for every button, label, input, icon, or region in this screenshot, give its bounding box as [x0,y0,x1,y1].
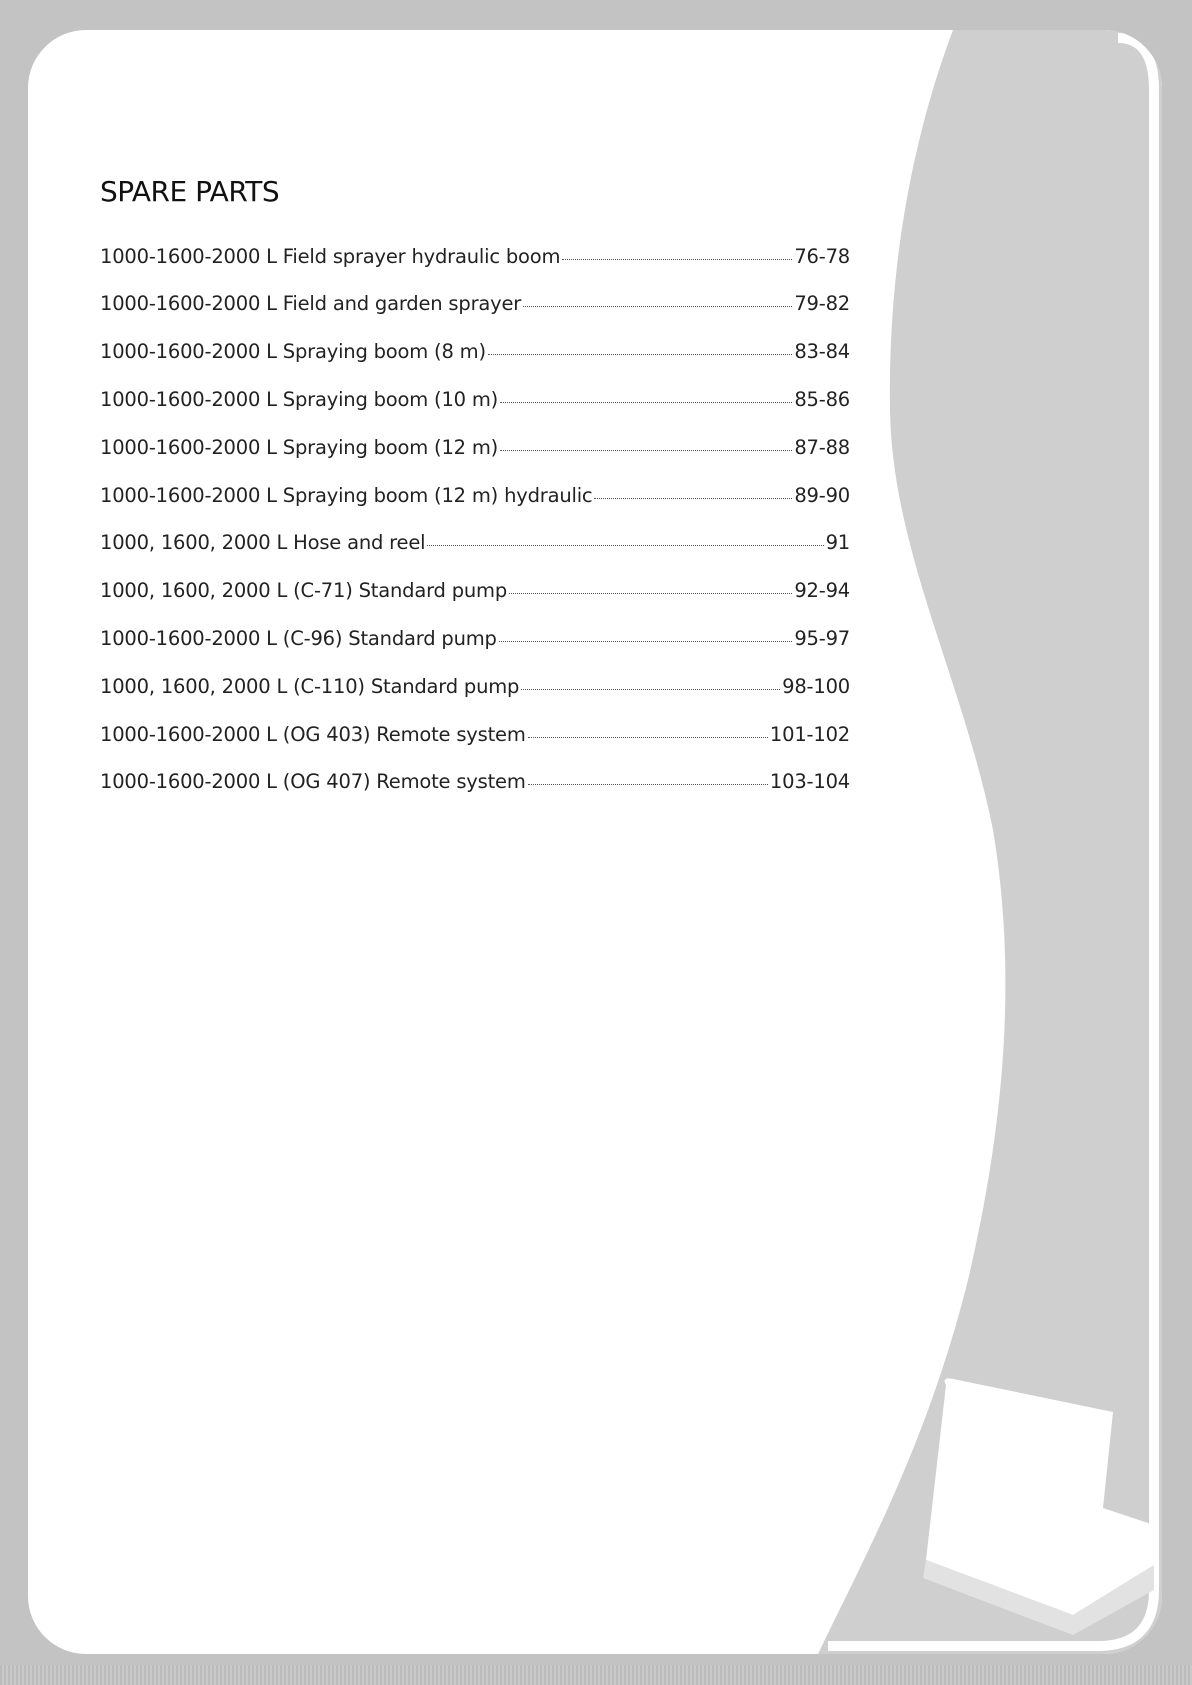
dot-leader [509,592,792,594]
dot-leader [523,305,792,307]
toc-entry[interactable] [100,436,850,484]
toc-entry-title: 1000, 1600, 2000 L (C-71) Standard pump [100,579,508,603]
dot-leader [427,544,823,546]
toc-entry-title: 1000-1600-2000 L (C-96) Standard pump [100,626,497,650]
toc-entry-title: 1000-1600-2000 L (OG 403) Remote system [100,722,526,746]
toc-entry-pages: 85-86 [794,387,850,411]
toc-entry-pages: 91 [825,531,850,555]
toc-entry[interactable] [100,245,850,293]
toc-entry[interactable] [100,388,850,436]
toc-entry[interactable] [100,484,850,532]
dot-leader [500,449,792,451]
toc-entry[interactable] [100,579,850,627]
toc-entry[interactable] [100,292,850,340]
toc-entry[interactable] [100,675,850,723]
toc-entry-title: 1000-1600-2000 L Spraying boom (12 m) [100,435,499,459]
toc-entry-pages: 101-102 [769,722,850,746]
toc-entry-title: 1000, 1600, 2000 L (C-110) Standard pump [100,674,520,698]
toc-entry-title: 1000-1600-2000 L Spraying boom (12 m) hydraulic [100,483,593,507]
dot-leader [500,401,792,403]
dot-leader [562,258,792,260]
toc-entry-title: 1000-1600-2000 L Spraying boom (10 m) [100,387,499,411]
toc-entry-pages: 89-90 [794,483,850,507]
toc-entry-pages: 98-100 [782,674,850,698]
dot-leader [528,736,768,738]
dot-leader [499,640,793,642]
toc-entry-pages: 103-104 [769,770,850,794]
toc-entry-title: 1000-1600-2000 L (OG 407) Remote system [100,770,526,794]
toc-entry-title: 1000-1600-2000 L Spraying boom (8 m) [100,340,486,364]
toc-entry[interactable] [100,723,850,771]
toc-entry[interactable] [100,627,850,675]
dot-leader [528,783,768,785]
toc-entry-pages: 92-94 [794,579,850,603]
toc-entry-pages: 87-88 [794,435,850,459]
toc-entry-pages: 95-97 [794,626,850,650]
toc-entry-title: 1000-1600-2000 L Field sprayer hydraulic boom [100,244,561,268]
toc-entry[interactable] [100,770,850,818]
page-sheet [28,30,1162,1654]
toc-entry-title: 1000, 1600, 2000 L Hose and reel [100,531,426,555]
toc-entry-pages: 76-78 [794,244,850,268]
toc-section [100,175,850,818]
dot-leader [488,353,792,355]
dot-leader [521,688,780,690]
dot-leader [594,497,792,499]
toc-entry[interactable] [100,531,850,579]
toc-entry-pages: 83-84 [794,340,850,364]
toc-entry-title: 1000-1600-2000 L Field and garden sprayer [100,292,522,316]
toc-list [100,245,850,819]
toc-entry[interactable] [100,340,850,388]
toc-entry-pages: 79-82 [794,292,850,316]
bottom-edge-strip [0,1665,1192,1685]
section-title: SPARE PARTS [100,175,280,208]
